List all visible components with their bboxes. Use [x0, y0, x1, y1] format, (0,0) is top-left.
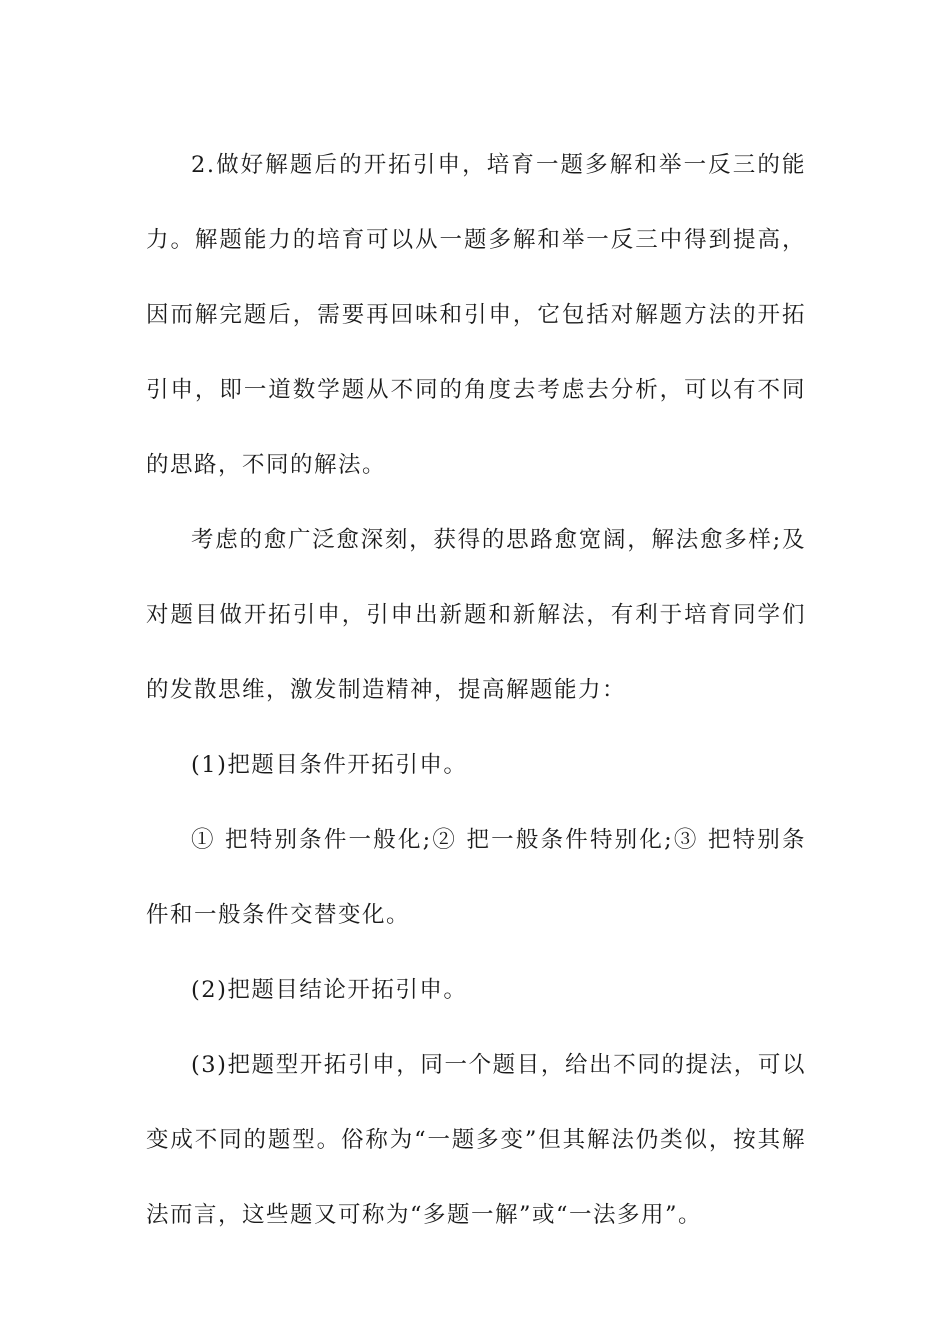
- paragraph-6: (3)把题型开拓引申，同一个题目，给出不同的提法，可以变成不同的题型。俗称为“一题多变”但其解法仍类似，按其解法而言，这些题又可称为“多题一解”或“一法多用”。: [146, 1052, 806, 1228]
- paragraph-5: (2)把题目结论开拓引申。: [191, 977, 468, 1003]
- document-body: [146, 128, 806, 1253]
- paragraph-1: 2.做好解题后的开拓引申，培育一题多解和举一反三的能力。解题能力的培育可以从一题多解和举一反三中得到提高，因而解完题后，需要再回味和引申，它包括对解题方法的开拓引申，即一道数学题从不同的角度去考虑去分析，可以有不同的思路，不同的解法。: [146, 152, 806, 478]
- paragraph-3: (1)把题目条件开拓引申。: [191, 752, 468, 778]
- paragraph-4: ① 把特别条件一般化;② 把一般条件特别化;③ 把特别条件和一般条件交替变化。: [146, 827, 806, 928]
- paragraph-2: 考虑的愈广泛愈深刻，获得的思路愈宽阔，解法愈多样;及对题目做开拓引申，引申出新题和新解法，有利于培育同学们的发散思维，激发制造精神，提高解题能力：: [146, 527, 806, 703]
